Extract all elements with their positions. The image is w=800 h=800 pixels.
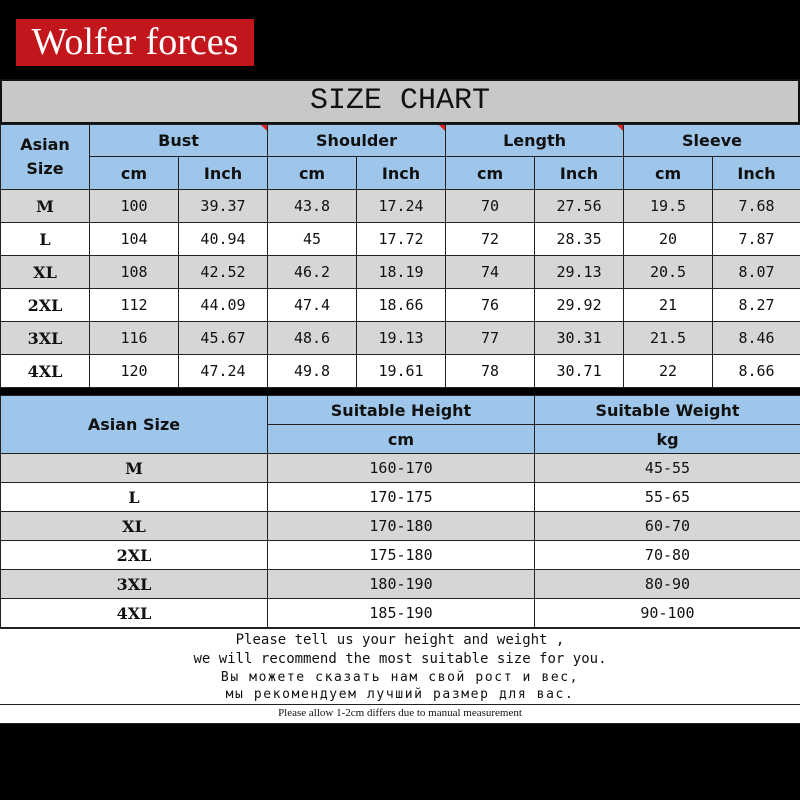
- measurement-cell: 19.5: [624, 190, 713, 223]
- measurement-cell: 45.67: [179, 322, 268, 355]
- unit-header: Inch: [535, 157, 624, 190]
- measurement-cell: 19.13: [357, 322, 446, 355]
- table-row: [1, 289, 800, 322]
- measurement-cell: 30.31: [535, 322, 624, 355]
- size-cell: 4XL: [1, 355, 90, 388]
- measurement-disclaimer: Please allow 1-2cm differs due to manual measurement: [0, 704, 800, 720]
- note-english-line: we will recommend the most suitable size for you.: [193, 651, 607, 667]
- measurement-table: [0, 124, 800, 388]
- page-title: SIZE CHART: [0, 79, 800, 124]
- measurement-cell: 47.24: [179, 355, 268, 388]
- unit-header: kg: [535, 425, 800, 454]
- measurement-cell: 77: [446, 322, 535, 355]
- notes-panel: [0, 628, 800, 724]
- measurement-cell: 29.13: [535, 256, 624, 289]
- shoulder-header: Shoulder: [268, 125, 446, 157]
- measurement-cell: 7.87: [713, 223, 800, 256]
- measurement-cell: 28.35: [535, 223, 624, 256]
- size-cell: L: [1, 483, 268, 512]
- measurement-cell: 27.56: [535, 190, 624, 223]
- height-cell: 170-175: [268, 483, 535, 512]
- measurement-cell: 70: [446, 190, 535, 223]
- unit-header: cm: [268, 425, 535, 454]
- table-row: [1, 322, 800, 355]
- size-cell: 4XL: [1, 599, 268, 628]
- unit-header: Inch: [357, 157, 446, 190]
- weight-cell: 80-90: [535, 570, 800, 599]
- measurement-cell: 108: [90, 256, 179, 289]
- height-header: Suitable Height: [268, 396, 535, 425]
- bust-header: Bust: [90, 125, 268, 157]
- weight-header: Suitable Weight: [535, 396, 800, 425]
- measurement-cell: 7.68: [713, 190, 800, 223]
- measurement-cell: 48.6: [268, 322, 357, 355]
- measurement-cell: 21: [624, 289, 713, 322]
- weight-cell: 55-65: [535, 483, 800, 512]
- unit-header: cm: [446, 157, 535, 190]
- corner-marker-icon: [439, 125, 445, 131]
- brand-logo: Wolfer forces: [16, 19, 254, 66]
- measurement-cell: 47.4: [268, 289, 357, 322]
- size-cell: M: [1, 454, 268, 483]
- table-row: [1, 454, 800, 483]
- size-cell: 2XL: [1, 289, 90, 322]
- sleeve-header: Sleeve: [624, 125, 800, 157]
- table-row: [1, 599, 800, 628]
- fit-table: [0, 395, 800, 628]
- corner-marker-icon: [261, 125, 267, 131]
- measurement-cell: 78: [446, 355, 535, 388]
- asian-size-header: Asian Size: [1, 125, 90, 190]
- measurement-cell: 8.27: [713, 289, 800, 322]
- height-cell: 185-190: [268, 599, 535, 628]
- measurement-cell: 8.66: [713, 355, 800, 388]
- measurement-cell: 18.66: [357, 289, 446, 322]
- size-cell: XL: [1, 256, 90, 289]
- table-row: [1, 223, 800, 256]
- table-row: [1, 256, 800, 289]
- unit-header: Inch: [713, 157, 800, 190]
- measurement-cell: 8.46: [713, 322, 800, 355]
- size-cell: XL: [1, 512, 268, 541]
- height-cell: 180-190: [268, 570, 535, 599]
- measurement-cell: 40.94: [179, 223, 268, 256]
- measurement-cell: 17.24: [357, 190, 446, 223]
- table-row: [1, 190, 800, 223]
- measurement-cell: 104: [90, 223, 179, 256]
- weight-cell: 90-100: [535, 599, 800, 628]
- measurement-cell: 120: [90, 355, 179, 388]
- measurement-cell: 20.5: [624, 256, 713, 289]
- measurement-cell: 44.09: [179, 289, 268, 322]
- measurement-cell: 43.8: [268, 190, 357, 223]
- measurement-cell: 116: [90, 322, 179, 355]
- unit-header: Inch: [179, 157, 268, 190]
- note-english-line: Please tell us your height and weight ,: [235, 632, 565, 648]
- weight-cell: 60-70: [535, 512, 800, 541]
- weight-cell: 70-80: [535, 541, 800, 570]
- size-cell: 2XL: [1, 541, 268, 570]
- table-row: [1, 570, 800, 599]
- unit-header: cm: [268, 157, 357, 190]
- measurement-cell: 72: [446, 223, 535, 256]
- measurement-cell: 22: [624, 355, 713, 388]
- measurement-cell: 45: [268, 223, 357, 256]
- measurement-cell: 74: [446, 256, 535, 289]
- measurement-cell: 49.8: [268, 355, 357, 388]
- size-cell: M: [1, 190, 90, 223]
- height-cell: 160-170: [268, 454, 535, 483]
- measurement-cell: 42.52: [179, 256, 268, 289]
- corner-marker-icon: [617, 125, 623, 131]
- height-cell: 170-180: [268, 512, 535, 541]
- table-row: [1, 541, 800, 570]
- unit-header: cm: [624, 157, 713, 190]
- size-cell: 3XL: [1, 570, 268, 599]
- measurement-cell: 76: [446, 289, 535, 322]
- measurement-cell: 20: [624, 223, 713, 256]
- length-header: Length: [446, 125, 624, 157]
- measurement-cell: 30.71: [535, 355, 624, 388]
- size-cell: L: [1, 223, 90, 256]
- table-row: [1, 512, 800, 541]
- height-cell: 175-180: [268, 541, 535, 570]
- note-russian-line: Вы можете сказать нам свой рост и вес,: [220, 670, 580, 685]
- table-row: [1, 355, 800, 388]
- asian-size-header: Asian Size: [1, 396, 268, 454]
- unit-header: cm: [90, 157, 179, 190]
- measurement-cell: 21.5: [624, 322, 713, 355]
- measurement-cell: 29.92: [535, 289, 624, 322]
- measurement-cell: 17.72: [357, 223, 446, 256]
- table-row: [1, 483, 800, 512]
- weight-cell: 45-55: [535, 454, 800, 483]
- measurement-cell: 18.19: [357, 256, 446, 289]
- measurement-cell: 8.07: [713, 256, 800, 289]
- measurement-cell: 112: [90, 289, 179, 322]
- measurement-cell: 100: [90, 190, 179, 223]
- measurement-cell: 19.61: [357, 355, 446, 388]
- size-cell: 3XL: [1, 322, 90, 355]
- note-russian-line: мы рекомендуем лучший размер для вас.: [225, 687, 575, 702]
- measurement-cell: 39.37: [179, 190, 268, 223]
- measurement-cell: 46.2: [268, 256, 357, 289]
